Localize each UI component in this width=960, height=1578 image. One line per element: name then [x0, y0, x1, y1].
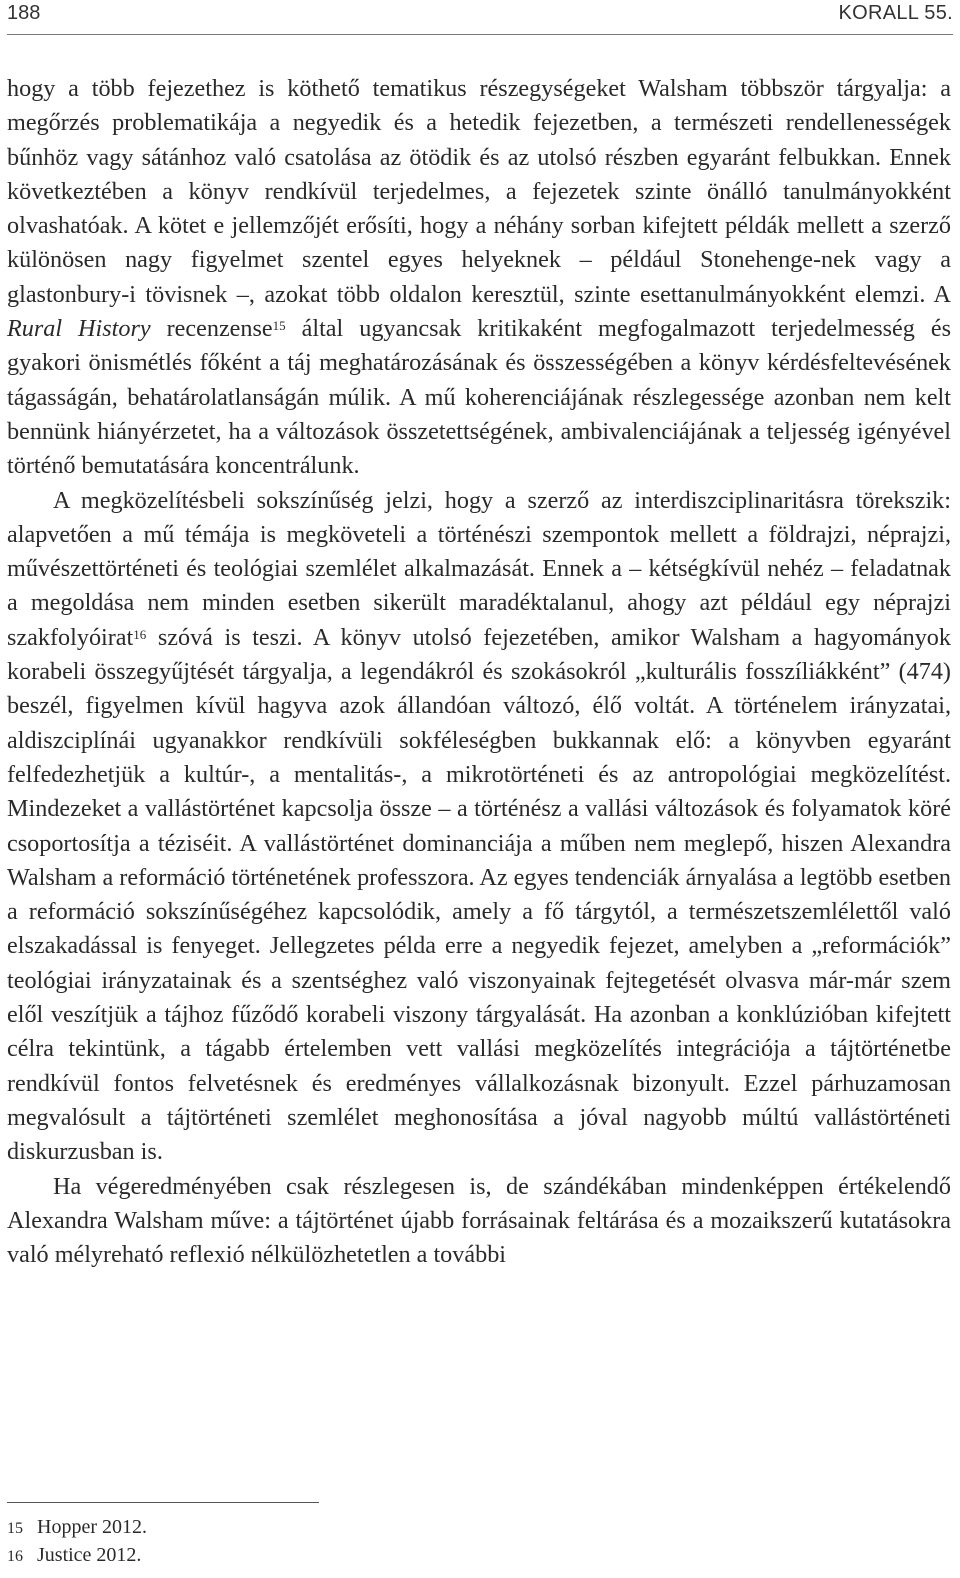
- footnote-ref-16[interactable]: 16: [133, 626, 147, 642]
- paragraph-2-text-a: A megközelítésbeli sokszínűség jelzi, hogy a szerző az interdiszciplinaritásra törekszik: alapvetően a mű témája is megköveteli a történészi szempontok mellett a földrajzi, néprajzi, művészettörténeti és teológiai szemlélet alkalmazását. Ennek a – kétségkívül nehéz – feladatnak a megoldása nem minden esetben sikerült maradéktalanul, ahogy azt például egy néprajzi szakfolyóirat: [7, 486, 951, 651]
- footnote-15: [7, 1514, 147, 1542]
- footnote-divider: [7, 1502, 319, 1503]
- journal-title: KORALL 55.: [838, 2, 953, 24]
- paragraph-2-text-b: szóvá is teszi. A könyv utolsó fejezetében, amikor Walsham a hagyományok korabeli összegyűjtését tárgyalja, a legendákról és szokásokról „kulturális fosszíliákként” (474) beszél, figyelmen kívül hagyva azok állandóan változó, élő voltát. A történelem irányzatai, aldiszciplínái ugyanakkor rendkívüli sokféleségben bukkannak elő: a könyvben egyaránt felfedezhetjük a kultúr-, a mentalitás-, a mikrotörténeti és az antropológiai megközelítést. Mindezeket a vallástörténet kapcsolja össze – a történész a vallási változások és folyamatok köré csoportosítja a téziséit. A vallástörténet dominanciája a műben nem meglepő, hiszen Alexandra Walsham a reformáció történetének professzora. Az egyes tendenciák árnyalása a legtöbb esetben a reformáció sokszínűségéhez kapcsolódik, amely a fő tárgytól, a természetszemlélettől való elszakadással is fenyeget. Jellegzetes példa erre a negyedik fejezet, amelyben a „reformációk” teológiai irányzatainak és a szentséghez való viszonyainak fejtegetését olvasva már-már szem elől veszítjük a tájhoz fűződő korabeli viszony tárgyalását. Ha azonban a konklúzióban kifejtett célra tekintünk, a tágabb értelemben vett vallási megközelítés integrációja a tájtörténetbe rendkívül fontos felvetésnek és eredményes vállalkozásnak bizonyult. Ezzel párhuzamosan megvalósult a tájtörténeti szemlélet meghonosítása a jóval nagyobb múltú vallástörténeti diskurzusban is.: [7, 623, 951, 1166]
- footnote-16: [7, 1542, 147, 1570]
- paragraph-1-text-c: által ugyancsak kritikaként megfogalmazott terjedelmesség és gyakori önismétlés főként a táj meghatározásának és összességében a könyv kérdésfeltevésének tágasságán, behatárolatlanságán múlik. A mű koherenciájának részlegessége azonban nem kelt bennünk hiányérzetet, ha a változások összetettségének, ambivalenciájának a teljesség igényével történő bemutatására koncentrálunk.: [7, 315, 951, 480]
- paragraph-3: Ha végeredményében csak részlegesen is, de szándékában mindenképpen értékelendő Alexandra Walsham műve: a tájtörténet újabb forrásainak feltárása és a mozaikszerű kutatásokra való mélyreható reflexió nélkülözhetetlen a további: [7, 1172, 951, 1269]
- footnote-text: Hopper 2012.: [37, 1516, 147, 1538]
- journal-reference-italic: Rural History: [7, 315, 151, 343]
- footnote-number: 16: [7, 1548, 23, 1565]
- footnote-ref-15[interactable]: 15: [272, 318, 286, 334]
- paragraph-1: [7, 72, 951, 484]
- page-number: 188: [7, 2, 41, 24]
- running-header: [7, 0, 953, 35]
- paragraph-1-text-a: hogy a több fejezethez is köthető tematikus részegységeket Walsham többször tárgyalja: a megőrzés problematikája a negyedik és a hetedik fejezetben, a természeti rendellenességek bűnhöz vagy sátánhoz való csatolása az ötödik és az utolsó részben egyaránt felbukkan. Ennek következtében a könyv rendkívül terjedelmes, a fejezetek szinte önálló tanulmányokként olvashatóak. A kötet e jellemzőjét erősíti, hogy a néhány sorban kifejtett példák mellett a szerző különösen nagy figyelmet szentel egyes helyeknek – például Stonehenge-nek vagy a glastonbury-i tövisnek –, azokat több oldalon keresztül, szinte esettanulmányokként elemzi. A: [7, 75, 951, 308]
- paragraph-1-text-b: recenzense: [150, 315, 273, 343]
- footnote-number: 15: [7, 1520, 23, 1537]
- footnote-text: Justice 2012.: [37, 1544, 142, 1566]
- paragraph-2: [7, 484, 951, 1170]
- body-text: [7, 72, 951, 1272]
- footnotes: [7, 1514, 147, 1570]
